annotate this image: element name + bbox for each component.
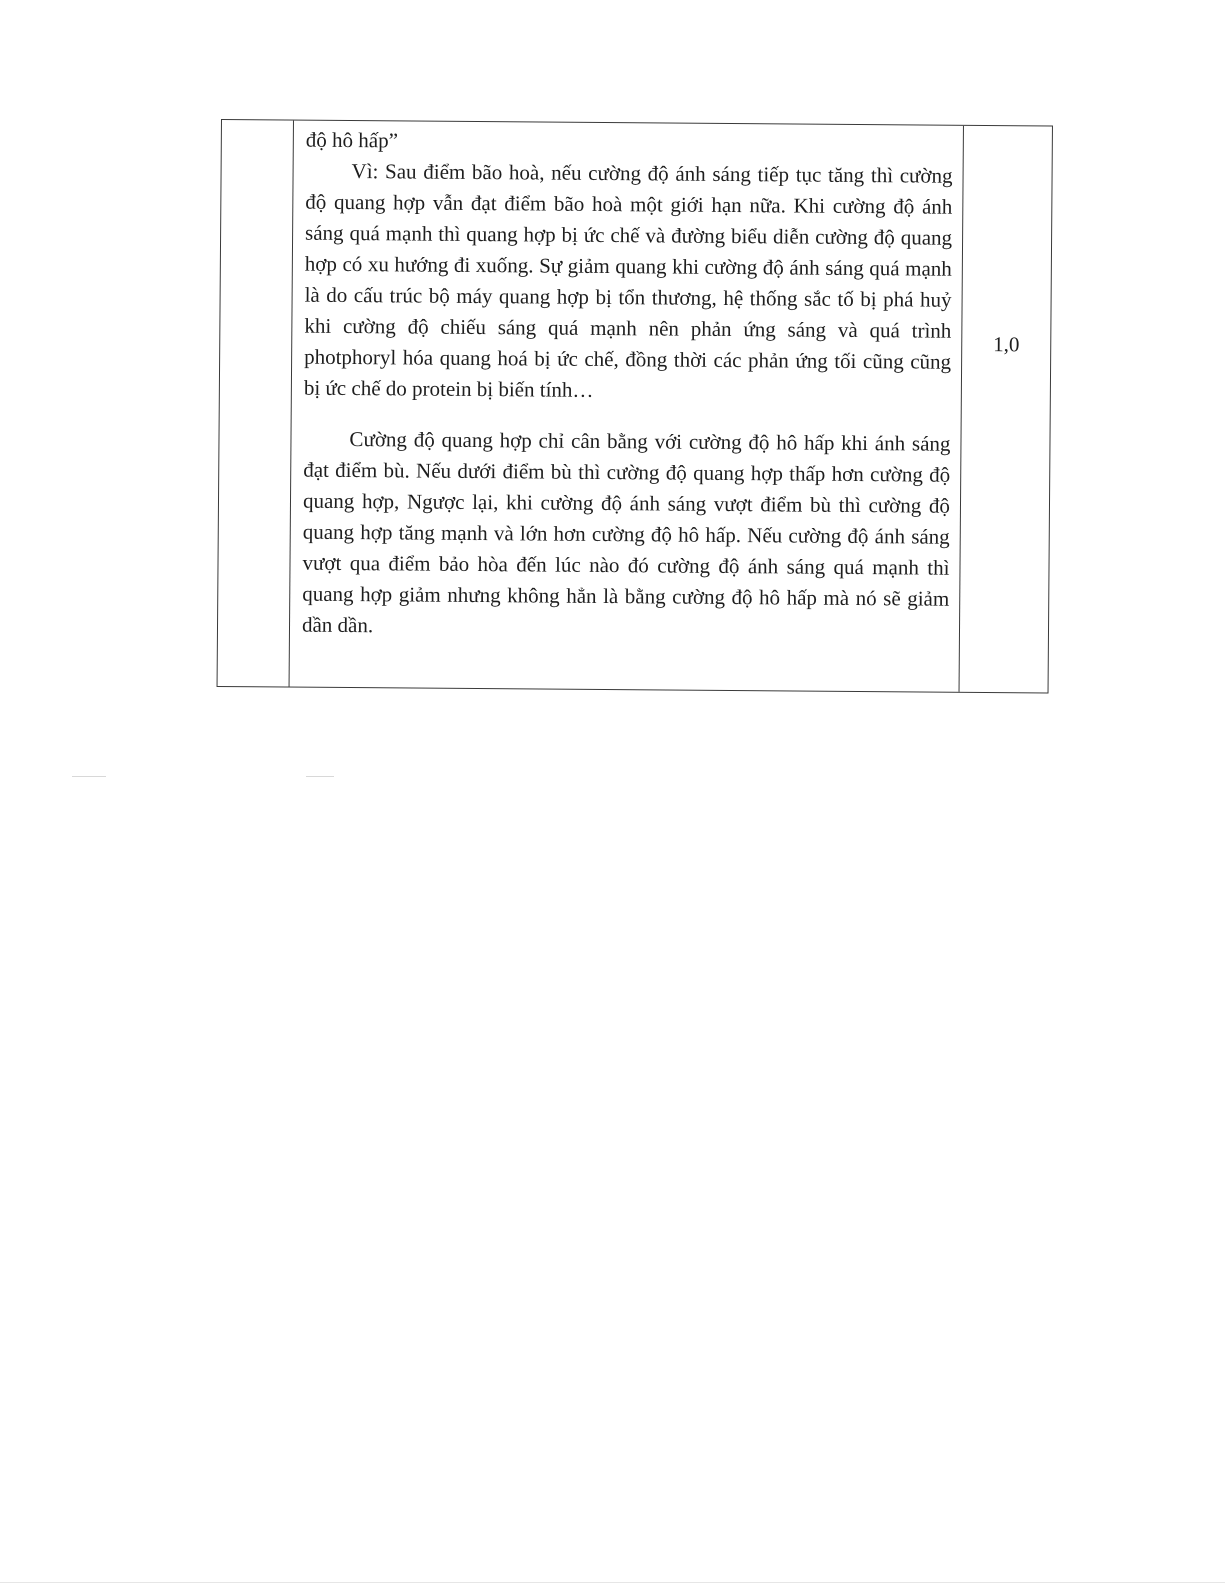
scan-edge <box>0 1582 1225 1583</box>
answer-paragraph-continuation: độ hô hấp” <box>305 127 399 153</box>
score-cell <box>960 126 1052 693</box>
answer-paragraph-comparison: Cường độ quang hợp chỉ cân bằng với cường độ hô hấp khi ánh sáng đạt điểm bù. Nếu dưới điểm bù thì cường độ quang hợp thấp hơn cường độ quang hợp, Ngược lại, khi cường độ ánh sáng vượt điểm bù thì cường độ quang hợp tăng mạnh và lớn hơn cường độ hô hấp. Nếu cường độ ánh sáng vượt qua điểm bảo hòa đến lúc nào đó cường độ ánh sáng quá mạnh thì quang hợp giảm nhưng không hẳn là bằng cường độ hô hấp mà nó sẽ giảm dần dần. <box>301 427 951 638</box>
score-value: 1,0 <box>993 332 1020 357</box>
answer-paragraph-explanation: Vì: Sau điểm bão hoà, nếu cường độ ánh sáng tiếp tục tăng thì cường độ quang hợp vẫn đạt điểm bão hoà một giới hạn nữa. Khi cường độ ánh sáng quá mạnh thì quang hợp bị ức chế và đường biểu diễn cường độ quang hợp có xu hướng đi xuống. Sự giảm quang khi cường độ ánh sáng quá mạnh là do cấu trúc bộ máy quang hợp bị tổn thương, hệ thống sắc tố bị phá huỷ khi cường độ chiếu sáng quá mạnh nên phản ứng sáng và quá trình photphoryl hóa quang hoá bị ức chế, đồng thời các phản ứng tối cũng cũng bị ức chế do protein bị biến tính… <box>303 159 953 402</box>
scan-speck <box>72 776 106 777</box>
answer-content-cell <box>290 121 964 692</box>
question-number-cell <box>218 120 294 687</box>
scan-speck <box>306 776 334 777</box>
answer-table <box>217 119 1053 694</box>
